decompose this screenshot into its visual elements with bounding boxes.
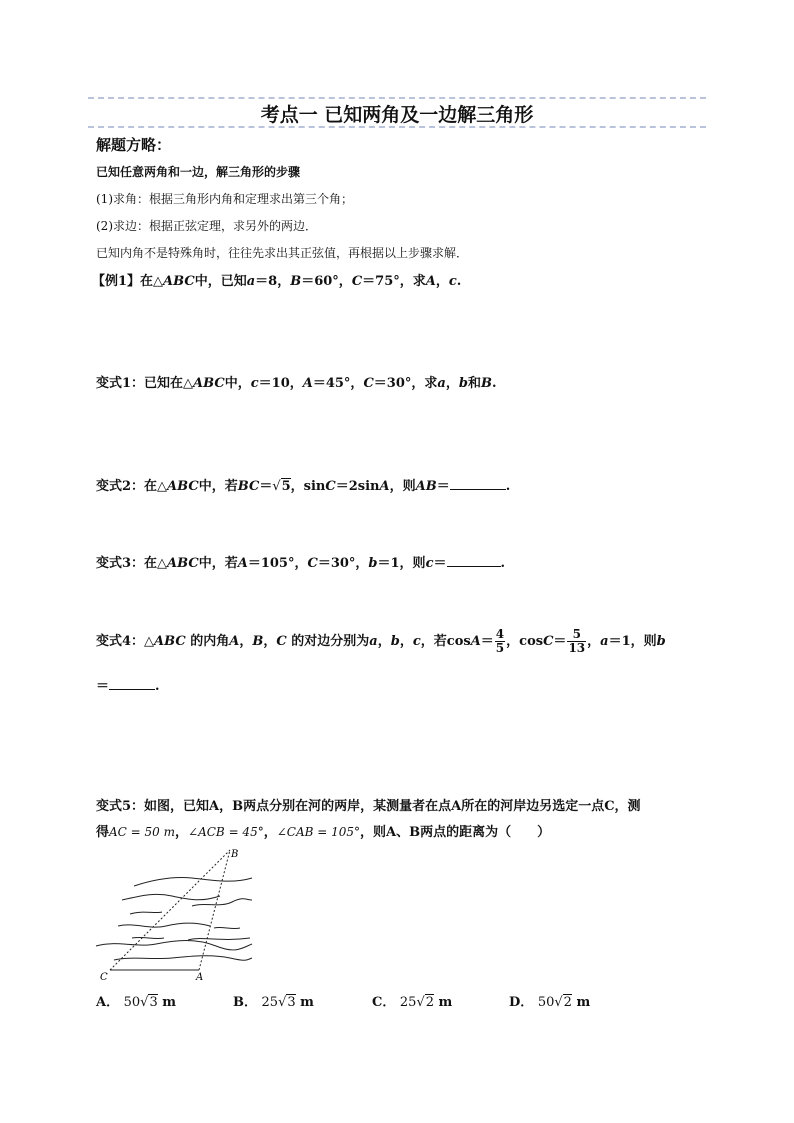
answer-blank [450, 477, 506, 490]
fraction-4-5: $\frac{4}{5}$ [495, 627, 505, 655]
title-rule-top [88, 97, 706, 99]
variant-2: 变式2：在△ABC中，若BC＝√5，sinC＝2sinA，则AB＝ . [96, 479, 511, 494]
root-sign: √ [416, 995, 425, 1010]
example-1: 【例1】在△ABC中，已知a＝8，B＝60°，C＝75°，求A，c. [92, 274, 462, 289]
option-a[interactable]: A． 50√3 m [96, 995, 177, 1010]
root-sign: √ [554, 995, 563, 1010]
label-a: A [196, 972, 204, 983]
answer-blank [447, 554, 501, 567]
radicand: 5 [281, 479, 291, 494]
method-heading: 解题方略： [96, 136, 172, 154]
option-d[interactable]: D． 50√2 m [509, 995, 591, 1010]
title-rule-bottom [88, 126, 706, 128]
river-figure [92, 842, 262, 987]
option-b[interactable]: B． 25√3 m [233, 995, 314, 1010]
root-sign: √ [140, 995, 149, 1010]
method-step-2: (2)求边：根据正弦定理，求另外的两边． [96, 219, 317, 233]
label-c: C [100, 972, 108, 983]
page-title: 考点一 已知两角及一边解三角形 [260, 104, 534, 126]
fraction-5-13: $\frac{5}{13}$ [568, 627, 586, 655]
variant-4-line-2: ＝ . [96, 679, 160, 694]
variant-5-line-2: 得AC = 50 m，∠ACB = 45°，∠CAB = 105°，则A、B两点的距离为（ ） [96, 825, 551, 840]
root-sign: √ [278, 995, 287, 1010]
river-waves [96, 877, 252, 960]
root-sign: √ [272, 479, 281, 494]
method-step-1: (1)求角：根据三角形内角和定理求出第三个角； [96, 192, 353, 206]
answer-blank [109, 677, 155, 690]
variant-1: 变式1：已知在△ABC中，c＝10，A＝45°，C＝30°，求a，b和B. [96, 376, 497, 391]
condition-ac: AC = 50 m [109, 825, 176, 839]
condition-acb: ∠ACB = 45° [188, 825, 264, 839]
line-cb [110, 850, 230, 970]
variant-3: 变式3：在△ABC中，若A＝105°，C＝30°，b＝1，则c＝ . [96, 556, 506, 571]
variant-5-line-1: 变式5：如图，已知A，B两点分别在河的两岸，某测量者在点A所在的河岸边另选定一点C，测 [96, 799, 641, 814]
option-c[interactable]: C． 25√2 m [372, 995, 453, 1010]
example-1-tag: 【例1】 [92, 274, 141, 289]
condition-cab: ∠CAB = 105° [276, 825, 361, 839]
method-note: 已知内角不是特殊角时，往往先求出其正弦值，再根据以上步骤求解． [96, 246, 469, 260]
label-b: B [231, 849, 239, 860]
variant-4-line-1: 变式4：△ABC 的内角A，B，C 的对边分别为a，b，c，若cosA＝ $\frac{4}{5}$ ，cosC＝ $\frac{5}{13}$ ，a＝1，则b [96, 627, 666, 655]
line-ab [199, 850, 230, 970]
method-intro: 已知任意两角和一边，解三角形的步骤 [96, 165, 301, 179]
